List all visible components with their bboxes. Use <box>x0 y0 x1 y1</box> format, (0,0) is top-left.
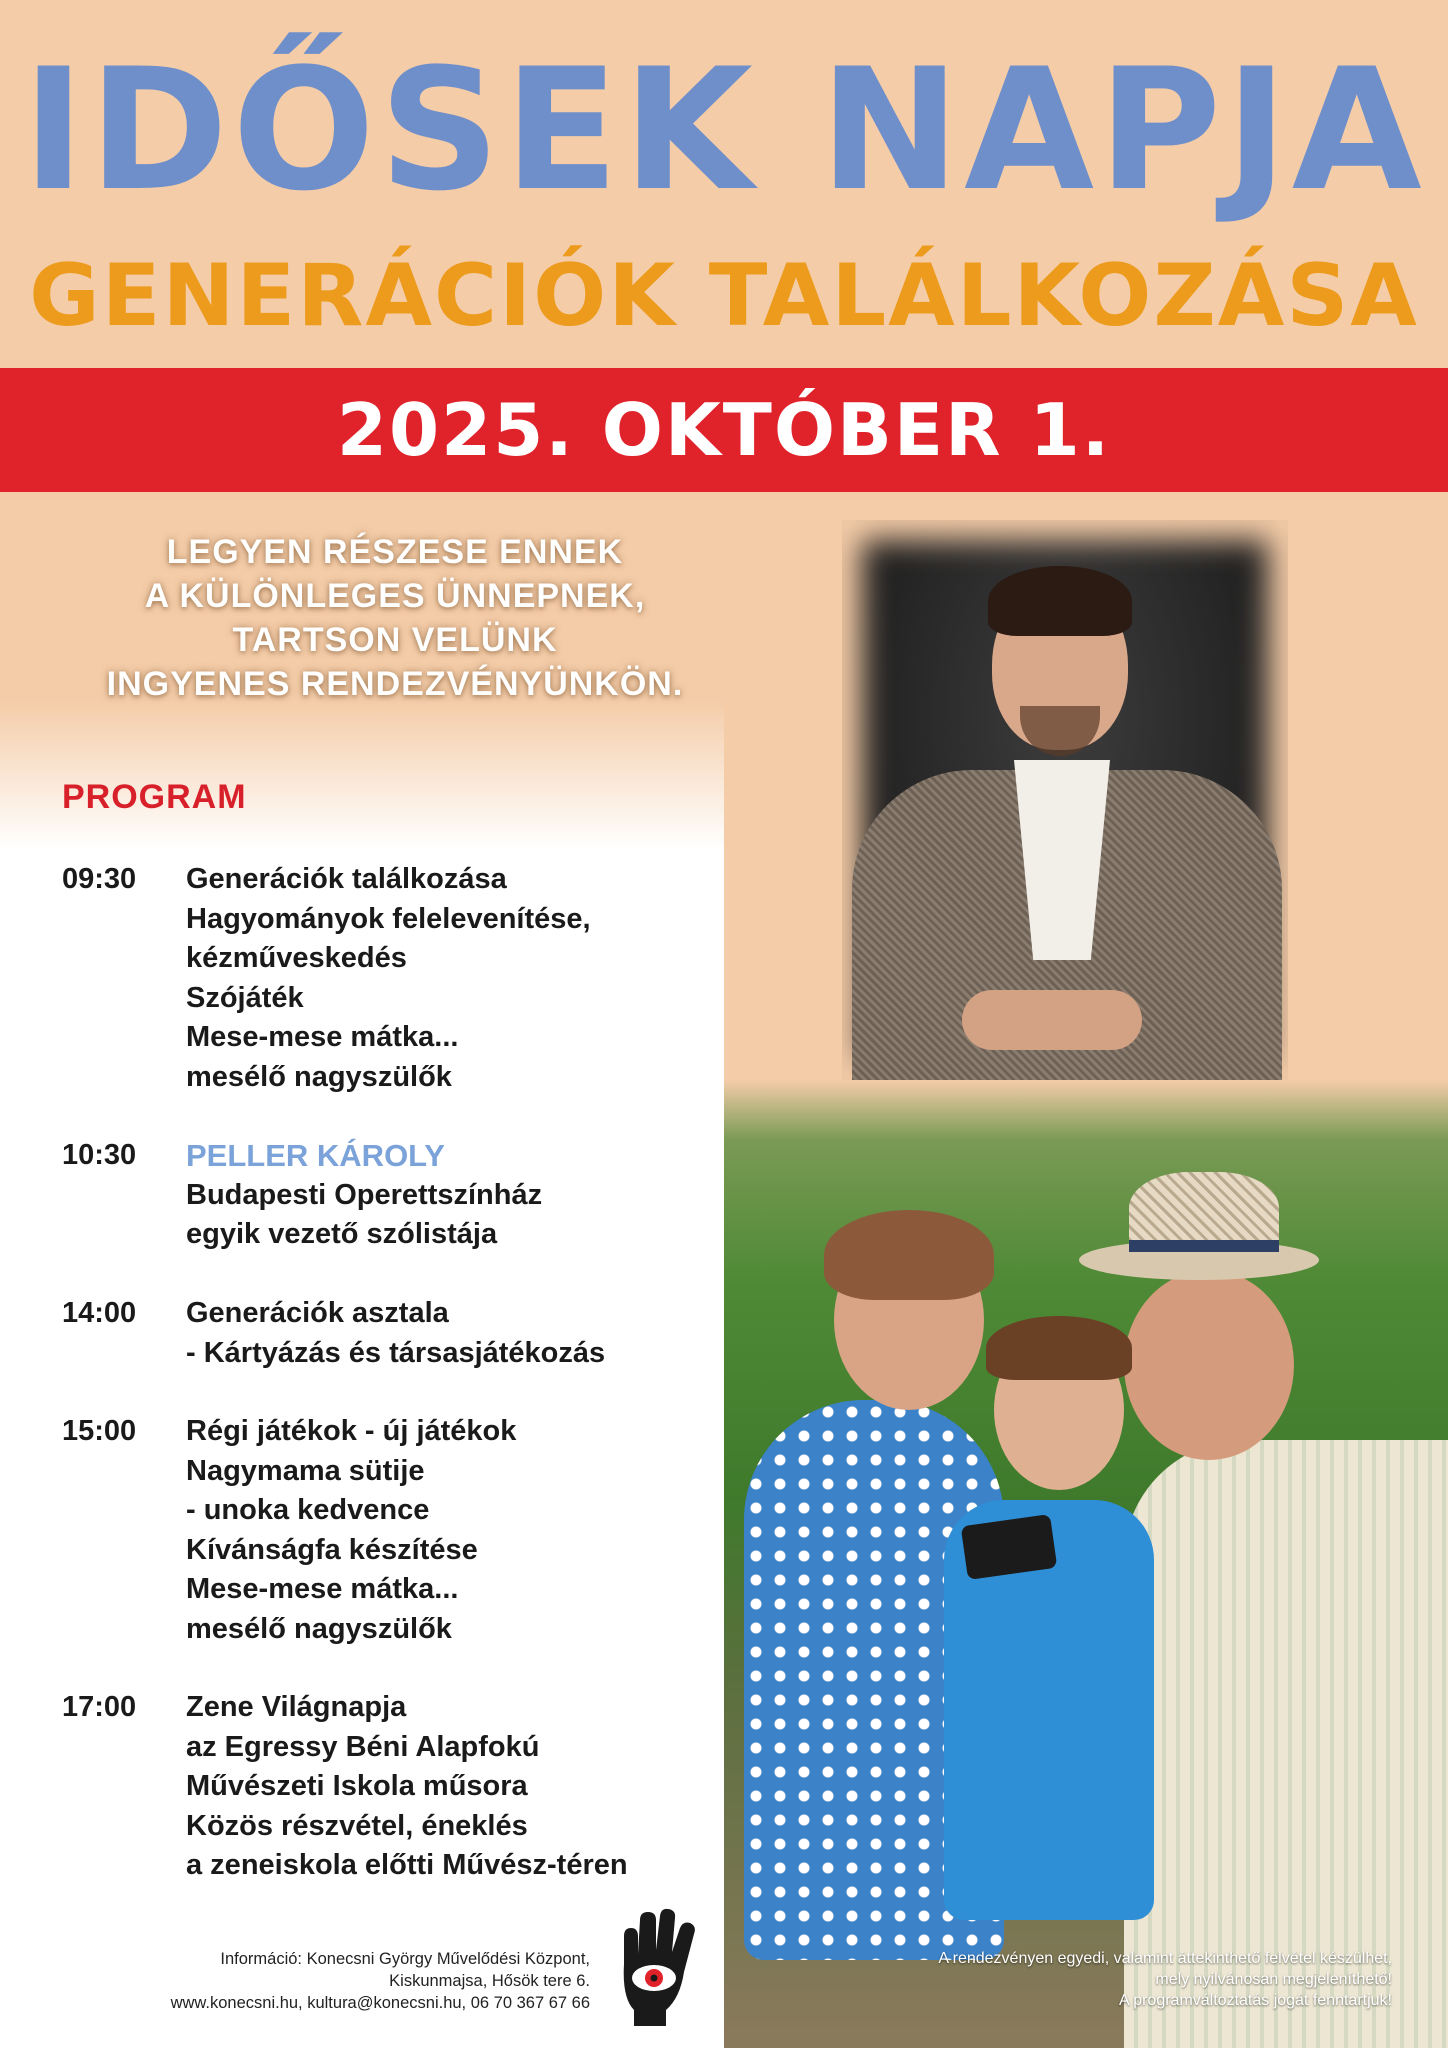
hand-eye-logo-icon <box>610 1906 706 2028</box>
slot-time: 10:30 <box>62 1139 137 1171</box>
slot-time: 09:30 <box>62 863 137 895</box>
disclaimer-text <box>780 1948 1392 2011</box>
slot-line: Generációk asztala <box>186 1297 449 1329</box>
slot-line: Közös részvétel, éneklés <box>186 1809 528 1842</box>
slot-line: kézműveskedés <box>186 942 407 974</box>
slot-time: 17:00 <box>62 1691 137 1723</box>
invitation-line: LEGYEN RÉSZESE ENNEK <box>166 533 624 571</box>
slot-line: Művészeti Iskola műsora <box>186 1770 528 1802</box>
performer-portrait-photo <box>842 520 1288 1080</box>
disclaimer-line: mely nyilvánosan megjeleníthető! <box>1155 1971 1392 1988</box>
slot-line: - unoka kedvence <box>186 1494 430 1526</box>
slot-line: Hagyományok felelevenítése, <box>186 902 591 935</box>
program-heading: PROGRAM <box>62 778 247 816</box>
disclaimer-line: A programváltoztatás jogát fenntartjuk! <box>1118 1992 1392 2009</box>
schedule-slot <box>62 1294 712 1373</box>
invitation-line: A KÜLÖNLEGES ÜNNEPNEK, <box>144 577 646 615</box>
date-band <box>0 368 1448 492</box>
contact-line: Információ: Konecsni György Művelődési Központ, <box>220 1950 590 1968</box>
schedule-slot <box>62 1136 712 1255</box>
invitation-text <box>60 530 730 706</box>
event-subtitle: GENERÁCIÓK TALÁLKOZÁSA <box>29 246 1419 346</box>
schedule-slot <box>62 1412 712 1649</box>
slot-line: egyik vezető szólistája <box>186 1218 498 1250</box>
slot-time: 14:00 <box>62 1297 137 1329</box>
slot-line: a zeneiskola előtti Művész-téren <box>186 1849 628 1881</box>
slot-line: mesélő nagyszülők <box>186 1612 452 1645</box>
slot-line: Generációk találkozása <box>186 863 507 895</box>
slot-line: mesélő nagyszülők <box>186 1060 452 1093</box>
invitation-line: INGYENES RENDEZVÉNYÜNKÖN. <box>106 665 684 703</box>
performer-name: PELLER KÁROLY <box>186 1138 445 1173</box>
contact-line: Kiskunmajsa, Hősök tere 6. <box>389 1972 590 1990</box>
slot-line: Mese-mese mátka... <box>186 1021 459 1053</box>
schedule-slot <box>62 1688 712 1886</box>
slot-line: Régi játékok - új játékok <box>186 1415 517 1447</box>
schedule-slot <box>62 860 712 1097</box>
invitation-line: TARTSON VELÜNK <box>232 621 558 659</box>
slot-line: Kívánságfa készítése <box>186 1533 478 1566</box>
slot-line: Mese-mese mátka... <box>186 1573 459 1605</box>
slot-line: Szójáték <box>186 981 304 1014</box>
event-date: 2025. OKTÓBER 1. <box>336 388 1112 472</box>
program-schedule <box>62 860 712 1886</box>
disclaimer-line: A rendezvényen egyedi, valamint áttekinthető felvétel készülhet, <box>938 1950 1392 1967</box>
slot-line: az Egressy Béni Alapfokú <box>186 1730 540 1763</box>
contact-info <box>60 1948 590 2014</box>
slot-time: 15:00 <box>62 1415 137 1447</box>
slot-line: Budapesti Operettszínház <box>186 1178 543 1211</box>
contact-line: www.konecsni.hu, kultura@konecsni.hu, 06 70 367 67 66 <box>170 1994 590 2012</box>
event-title: IDŐSEK NAPJA <box>22 32 1426 228</box>
slot-line: - Kártyázás és társasjátékozás <box>186 1336 606 1369</box>
slot-line: Zene Világnapja <box>186 1691 407 1723</box>
slot-line: Nagymama sütije <box>186 1454 425 1487</box>
family-photo <box>724 1080 1448 2048</box>
